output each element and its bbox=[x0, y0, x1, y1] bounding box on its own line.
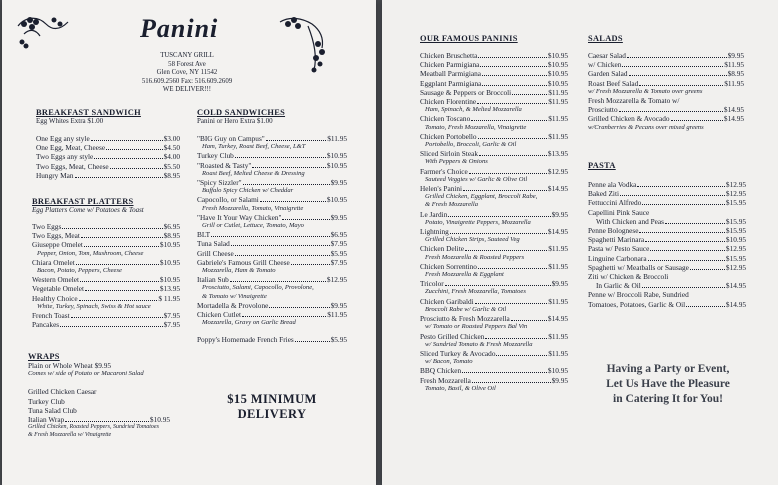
menu-item: Pesto Grilled Chicken $11.95 bbox=[420, 331, 568, 341]
section-title: WRAPS bbox=[28, 352, 60, 361]
menu-item: w/ Chicken $11.95 bbox=[588, 60, 744, 70]
item-description: Tomato, Fresh Mozzarella, Vinaigrette bbox=[425, 123, 527, 131]
item-description: Ham, Turkey, Roast Beef, Cheese, L&T bbox=[202, 143, 306, 151]
restaurant-title: Panini bbox=[140, 14, 219, 43]
salads-section bbox=[588, 34, 744, 132]
menu-item: Tuna Salad $7.95 bbox=[197, 239, 347, 249]
right-menu-page bbox=[382, 0, 778, 485]
item-description: White, Turkey, Spinach, Swiss & Hot sauce bbox=[37, 302, 151, 310]
delivery-line: DELIVERY bbox=[237, 407, 307, 421]
menu-item: Linguine Carbonara $15.95 bbox=[588, 253, 746, 263]
item-description: Grilled Chicken, Eggplant, Broccoli Rabe, bbox=[425, 193, 538, 201]
item-description: Ham, Spinach, & Melted Mozzarella bbox=[425, 106, 522, 114]
menu-item: Two Eggs, Meat, Cheese $5.50 bbox=[36, 161, 180, 171]
party-line: Let Us Have the Pleasure bbox=[606, 378, 730, 390]
wraps-side: Comes w/ side of Potato or Macaroni Salad bbox=[28, 370, 144, 378]
menu-item: Pasta w/ Pesto Sauce $12.95 bbox=[588, 244, 746, 254]
wraps-price: Plain or Whole Wheat $9.95 bbox=[28, 361, 112, 370]
item-description: w/ Tomato or Roasted Peppers Bal Vin bbox=[425, 323, 528, 331]
breakfast-sandwich-section bbox=[36, 108, 180, 180]
we-deliver: WE DELIVER!!! bbox=[162, 86, 212, 94]
restaurant-address bbox=[122, 52, 252, 95]
section-title: COLD SANDWICHES bbox=[197, 108, 286, 117]
menu-item: Pancakes $7.95 bbox=[32, 320, 180, 330]
menu-item: Le Jardin $9.95 bbox=[420, 209, 568, 219]
item-description: & Fresh Mozzarella w/ Vinaigrette bbox=[28, 431, 112, 438]
menu-item: Baked Ziti $12.95 bbox=[588, 189, 746, 199]
menu-item: Two Eggs, Meat $8.95 bbox=[32, 231, 180, 241]
section-title: SALADS bbox=[588, 34, 623, 43]
item-description: Buffalo Spicy Chicken w/ Cheddar bbox=[202, 187, 294, 195]
street: 58 Forest Ave bbox=[168, 60, 206, 68]
item-description: Sauteed Veggies w/ Garlic & Olive Oil bbox=[425, 175, 528, 183]
menu-item: Garden Salad $8.95 bbox=[588, 69, 744, 79]
pasta-line: Penne w/ Broccoli Rabe, Sundried bbox=[588, 290, 689, 300]
grape-ornament-right-icon bbox=[278, 14, 328, 76]
item-description: w/Cranberries & Pecans over mixed greens bbox=[588, 123, 704, 131]
item-description: w/ Bacon, Tomato bbox=[425, 358, 473, 366]
pasta-line: Capellini Pink Sauce bbox=[588, 207, 650, 217]
menu-item: "BIG Guy on Campus" $11.95 bbox=[197, 134, 347, 143]
item-description: & Fresh Mozzarella bbox=[425, 201, 478, 209]
minimum-line: $15 MINIMUM bbox=[227, 392, 317, 406]
menu-item: "Spicy Sizzler" $9.95 bbox=[197, 178, 347, 188]
item-description: Tomato, Basil, & Olive Oil bbox=[425, 384, 496, 392]
grape-ornament-left-icon bbox=[16, 14, 70, 50]
section-title: BREAKFAST PLATTERS bbox=[32, 197, 134, 206]
menu-item: Fettuccini Alfredo $15.95 bbox=[588, 198, 746, 208]
menu-item: Chicken Florentine $11.95 bbox=[420, 97, 568, 107]
menu-item: Two Eggs any style $4.00 bbox=[36, 152, 180, 162]
menu-item: Chicken Cutlet $11.95 bbox=[197, 310, 347, 320]
menu-item: Grilled Chicken & Avocado $14.95 bbox=[588, 114, 744, 124]
item-description: w/ Fresh Mozzarella & Tomato over greens bbox=[588, 87, 703, 95]
menu-item: Farmer's Choice $12.95 bbox=[420, 166, 568, 176]
item-description: Grilled Chicken Strips, Sauteed Veg bbox=[425, 236, 520, 244]
menu-item: Prosciutto & Fresh Mozzarella $14.95 bbox=[420, 314, 568, 324]
item-description: Mozzarella, Gravy on Garlic Bread bbox=[202, 319, 296, 327]
menu-item: BLT $6.95 bbox=[197, 230, 347, 240]
menu-item: Meatball Parmigiana $10.95 bbox=[420, 69, 568, 79]
menu-item: Healthy Choice $ 11.95 bbox=[32, 293, 180, 303]
menu-item: Chiara Omelet $10.95 bbox=[32, 257, 180, 267]
menu-item: Chicken Delite $11.95 bbox=[420, 244, 568, 254]
menu-item: Giuseppe Omelet $10.95 bbox=[32, 240, 180, 250]
item-description: Prosciutto, Salami, Capocollo, Provolone, bbox=[202, 284, 314, 292]
menu-item: One Egg any style $3.00 bbox=[36, 134, 180, 143]
left-menu-page bbox=[2, 0, 376, 485]
menu-item: Chicken Sorrentino $11.95 bbox=[420, 261, 568, 271]
item-description: Roast Beef, Melted Cheese & Dressing bbox=[202, 169, 305, 177]
item-description: Grilled Chicken, Roasted Peppers, Sundried Tomatoes bbox=[28, 424, 159, 431]
wrap-item: Turkey Club bbox=[28, 396, 65, 406]
menu-item: Spaghetti Marinara $10.95 bbox=[588, 235, 746, 245]
item-description: Mozzarella, Ham & Tomato bbox=[202, 267, 276, 275]
paninis-section bbox=[420, 34, 568, 393]
salad-line: Fresh Mozzarella & Tomato w/ bbox=[588, 96, 680, 106]
menu-item: Spaghetti w/ Meatballs or Sausage $12.95 bbox=[588, 262, 746, 272]
menu-item: Tomatoes, Potatoes, Garlic & Oil $14.95 bbox=[588, 299, 746, 309]
item-description: Zucchini, Fresh Mozzarella, Tomatoes bbox=[425, 288, 526, 296]
wraps-section bbox=[28, 352, 190, 439]
menu-item: Eggplant Parmigiana $10.95 bbox=[420, 78, 568, 88]
menu-item: Poppy's Homemade French Fries $5.95 bbox=[197, 335, 347, 345]
menu-item: Sliced Turkey & Avocado $11.95 bbox=[420, 348, 568, 358]
section-note: Egg Platters Come w/ Potatoes & Toast bbox=[32, 206, 144, 214]
menu-item: Chicken Garibaldi $11.95 bbox=[420, 296, 568, 306]
menu-item: Italian Wrap $10.95 bbox=[28, 415, 170, 425]
menu-item: Chicken Bruschetta $10.95 bbox=[420, 51, 568, 60]
menu-item: Turkey Club $10.95 bbox=[197, 151, 347, 161]
menu-item: Chicken Toscano $11.95 bbox=[420, 114, 568, 124]
item-description: Potato, Vinaigrette Peppers, Mozzarella bbox=[425, 218, 531, 226]
menu-item: Tricolor $9.95 bbox=[420, 279, 568, 289]
menu-item: BBQ Chicken $10.95 bbox=[420, 366, 568, 376]
item-description: Broccoli Rabe w/ Garlic & Oil bbox=[425, 305, 507, 313]
menu-item: Helen's Panini $14.95 bbox=[420, 184, 568, 194]
wrap-item: Grilled Chicken Caesar bbox=[28, 387, 97, 397]
menu-item: Capocollo, or Salami $10.95 bbox=[197, 195, 347, 205]
menu-item: French Toast $7.95 bbox=[32, 311, 180, 321]
section-title: BREAKFAST SANDWICH bbox=[36, 108, 141, 117]
section-title: PASTA bbox=[588, 161, 616, 170]
minimum-delivery-notice bbox=[202, 392, 342, 422]
catering-notice bbox=[588, 362, 748, 407]
item-description: Fresh Mozzarella & Roasted Peppers bbox=[425, 253, 525, 261]
pasta-line: Ziti w/ Chicken & Broccoli bbox=[588, 272, 669, 282]
menu-item: Gabriele's Famous Grill Cheese $7.95 bbox=[197, 257, 347, 267]
item-description: Grill or Cutlet, Lettuce, Tomato, Mayo bbox=[202, 222, 304, 230]
menu-item: Mortadella & Provolone $9.95 bbox=[197, 300, 347, 310]
section-note: Egg Whites Extra $1.00 bbox=[36, 117, 104, 125]
menu-item: One Egg, Meat, Cheese $4.50 bbox=[36, 143, 180, 153]
item-description: Pepper, Onion, Tom, Mushroom, Cheese bbox=[37, 249, 144, 257]
party-line: in Catering It for You! bbox=[613, 393, 723, 405]
menu-item: In Garlic & Oil $14.95 bbox=[596, 281, 746, 291]
menu-item: Caesar Salad $9.95 bbox=[588, 51, 744, 60]
section-note: Panini or Hero Extra $1.00 bbox=[197, 117, 273, 125]
item-description: w/ Sundried Tomato & Fresh Mozzarella bbox=[425, 340, 533, 348]
menu-item: Chicken Portobello $11.95 bbox=[420, 131, 568, 141]
menu-item: Fresh Mozzarella $9.95 bbox=[420, 375, 568, 385]
menu-item: Hungry Man $8.95 bbox=[36, 170, 180, 180]
menu-item: Western Omelet $10.95 bbox=[32, 275, 180, 285]
item-description: Portobello, Broccoli, Garlic & Oil bbox=[425, 141, 517, 149]
menu-item: Lightning $14.95 bbox=[420, 227, 568, 237]
menu-item: Chicken Parmigiana $10.95 bbox=[420, 60, 568, 70]
menu-item: Sliced Sirloin Steak $13.95 bbox=[420, 149, 568, 159]
city: Glen Cove, NY 11542 bbox=[156, 69, 218, 77]
menu-item: Italian Sub $12.95 bbox=[197, 275, 347, 285]
menu-item: Grill Cheese $5.95 bbox=[197, 248, 347, 258]
cold-sandwiches-section bbox=[197, 108, 347, 345]
menu-item: "Have It Your Way Chicken" $9.95 bbox=[197, 212, 347, 222]
menu-item: Prosciutto $14.95 bbox=[588, 105, 744, 115]
menu-item: Vegetable Omelet $13.95 bbox=[32, 284, 180, 294]
menu-item: Two Eggs $6.95 bbox=[32, 222, 180, 231]
item-description: & Tomato w/ Vinaigrette bbox=[202, 292, 267, 300]
item-description: Bacon, Potato, Peppers, Cheese bbox=[37, 267, 122, 275]
breakfast-platters-section bbox=[32, 197, 180, 329]
menu-item: Roast Beef Salad $11.95 bbox=[588, 78, 744, 88]
party-line: Having a Party or Event, bbox=[606, 363, 730, 375]
menu-item: Penne Bolognese $15.95 bbox=[588, 226, 746, 236]
item-description: With Peppers & Onions bbox=[425, 158, 488, 166]
item-description: Fresh Mozzarella & Eggplant bbox=[425, 271, 504, 279]
restaurant-name: TUSCANY GRILL bbox=[160, 52, 214, 59]
menu-item: "Roasted & Tasty" $10.95 bbox=[197, 160, 347, 170]
phone: 516.609.2560 Fax: 516.609.2609 bbox=[141, 77, 233, 85]
wrap-item: Tuna Salad Club bbox=[28, 405, 77, 415]
menu-item: With Chicken and Peas $15.95 bbox=[596, 216, 746, 226]
menu-item: Penne ala Vodka $12.95 bbox=[588, 180, 746, 189]
item-description: Fresh Mozzarella, Tomato, Vinaigrette bbox=[202, 204, 304, 212]
pasta-section bbox=[588, 161, 746, 309]
menu-item: Sausage & Peppers or Broccoli $11.95 bbox=[420, 87, 568, 97]
section-title: OUR FAMOUS PANINIS bbox=[420, 34, 518, 43]
